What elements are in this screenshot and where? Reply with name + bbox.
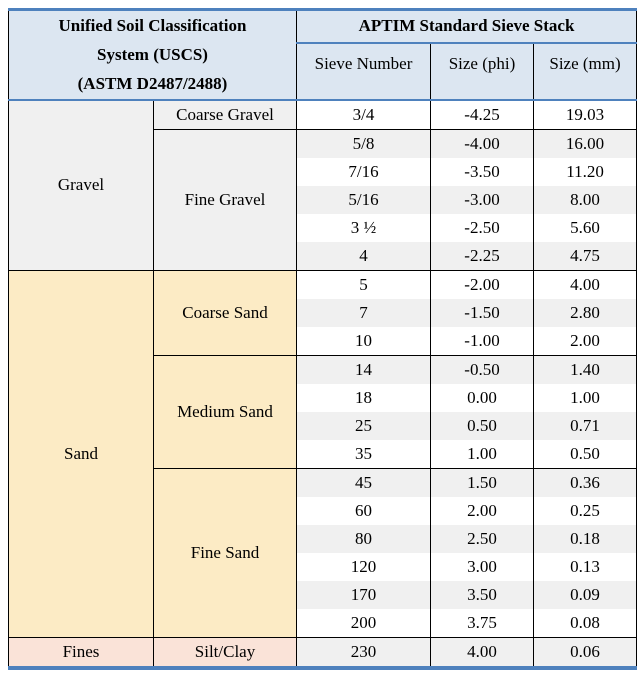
- size-phi-cell: -2.25: [431, 242, 534, 271]
- sieve-number-cell: 10: [297, 327, 431, 356]
- size-mm-cell: 0.50: [534, 440, 637, 469]
- size-phi-cell: -2.00: [431, 270, 534, 299]
- size-mm-cell: 19.03: [534, 100, 637, 130]
- sieve-number-cell: 35: [297, 440, 431, 469]
- size-mm-cell: 1.00: [534, 384, 637, 412]
- uscs-header-cell: [9, 10, 297, 100]
- size-phi-cell: -3.50: [431, 158, 534, 186]
- size-phi-cell: -4.00: [431, 129, 534, 158]
- size-mm-cell: 0.13: [534, 553, 637, 581]
- table-row: [9, 270, 637, 299]
- size-phi-cell: -2.50: [431, 214, 534, 242]
- size-mm-cell: 1.40: [534, 355, 637, 384]
- sub-cell-medium-sand: Medium Sand: [154, 355, 297, 468]
- sieve-number-cell: 18: [297, 384, 431, 412]
- column-header-size-mm: Size (mm): [534, 43, 637, 100]
- size-mm-cell: 0.18: [534, 525, 637, 553]
- size-mm-cell: 0.08: [534, 609, 637, 638]
- size-phi-cell: 3.50: [431, 581, 534, 609]
- size-mm-cell: 4.00: [534, 270, 637, 299]
- sieve-number-cell: 200: [297, 609, 431, 638]
- sieve-number-cell: 3 ½: [297, 214, 431, 242]
- major-cell-gravel: Gravel: [9, 100, 154, 271]
- sieve-number-cell: 170: [297, 581, 431, 609]
- header-row-top: [9, 10, 637, 43]
- uscs-title-line-1: Unified Soil Classification: [58, 16, 247, 35]
- major-cell-fines: Fines: [9, 637, 154, 668]
- size-mm-cell: 2.80: [534, 299, 637, 327]
- size-phi-cell: -1.50: [431, 299, 534, 327]
- table-row: [9, 637, 637, 668]
- sieve-stack-table: [8, 8, 637, 670]
- sieve-number-cell: 80: [297, 525, 431, 553]
- sub-cell-coarse-gravel: Coarse Gravel: [154, 100, 297, 130]
- sieve-number-cell: 3/4: [297, 100, 431, 130]
- size-mm-cell: 5.60: [534, 214, 637, 242]
- sieve-number-cell: 60: [297, 497, 431, 525]
- uscs-title-line-2: System (USCS): [97, 45, 208, 65]
- size-mm-cell: 4.75: [534, 242, 637, 271]
- size-mm-cell: 0.36: [534, 468, 637, 497]
- size-phi-cell: 3.00: [431, 553, 534, 581]
- sieve-number-cell: 25: [297, 412, 431, 440]
- size-phi-cell: 0.50: [431, 412, 534, 440]
- sub-cell-fine-gravel: Fine Gravel: [154, 129, 297, 270]
- size-phi-cell: -1.00: [431, 327, 534, 356]
- sub-cell-silt-clay: Silt/Clay: [154, 637, 297, 668]
- size-phi-cell: 1.50: [431, 468, 534, 497]
- uscs-title-line-3: (ASTM D2487/2488): [77, 74, 228, 94]
- size-mm-cell: 0.71: [534, 412, 637, 440]
- table-header: [9, 10, 637, 100]
- sieve-number-cell: 4: [297, 242, 431, 271]
- major-cell-sand: Sand: [9, 270, 154, 637]
- column-header-size-phi: Size (phi): [431, 43, 534, 100]
- size-phi-cell: 3.75: [431, 609, 534, 638]
- sub-cell-fine-sand: Fine Sand: [154, 468, 297, 637]
- sieve-number-cell: 45: [297, 468, 431, 497]
- size-mm-cell: 16.00: [534, 129, 637, 158]
- size-mm-cell: 0.06: [534, 637, 637, 668]
- table-row: [9, 100, 637, 130]
- size-phi-cell: 0.00: [431, 384, 534, 412]
- size-phi-cell: 4.00: [431, 637, 534, 668]
- size-phi-cell: 2.00: [431, 497, 534, 525]
- size-mm-cell: 11.20: [534, 158, 637, 186]
- size-mm-cell: 8.00: [534, 186, 637, 214]
- size-mm-cell: 2.00: [534, 327, 637, 356]
- column-header-sieve-number: Sieve Number: [297, 43, 431, 100]
- size-phi-cell: -4.25: [431, 100, 534, 130]
- sieve-number-cell: 5/16: [297, 186, 431, 214]
- sieve-number-cell: 5: [297, 270, 431, 299]
- sub-cell-coarse-sand: Coarse Sand: [154, 270, 297, 355]
- size-phi-cell: 1.00: [431, 440, 534, 469]
- size-phi-cell: -0.50: [431, 355, 534, 384]
- table-body: [9, 100, 637, 668]
- size-mm-cell: 0.09: [534, 581, 637, 609]
- size-phi-cell: -3.00: [431, 186, 534, 214]
- sieve-number-cell: 5/8: [297, 129, 431, 158]
- stack-header-cell: APTIM Standard Sieve Stack: [297, 10, 637, 43]
- sieve-number-cell: 7: [297, 299, 431, 327]
- size-phi-cell: 2.50: [431, 525, 534, 553]
- sieve-number-cell: 230: [297, 637, 431, 668]
- sieve-number-cell: 7/16: [297, 158, 431, 186]
- size-mm-cell: 0.25: [534, 497, 637, 525]
- sieve-number-cell: 14: [297, 355, 431, 384]
- sieve-number-cell: 120: [297, 553, 431, 581]
